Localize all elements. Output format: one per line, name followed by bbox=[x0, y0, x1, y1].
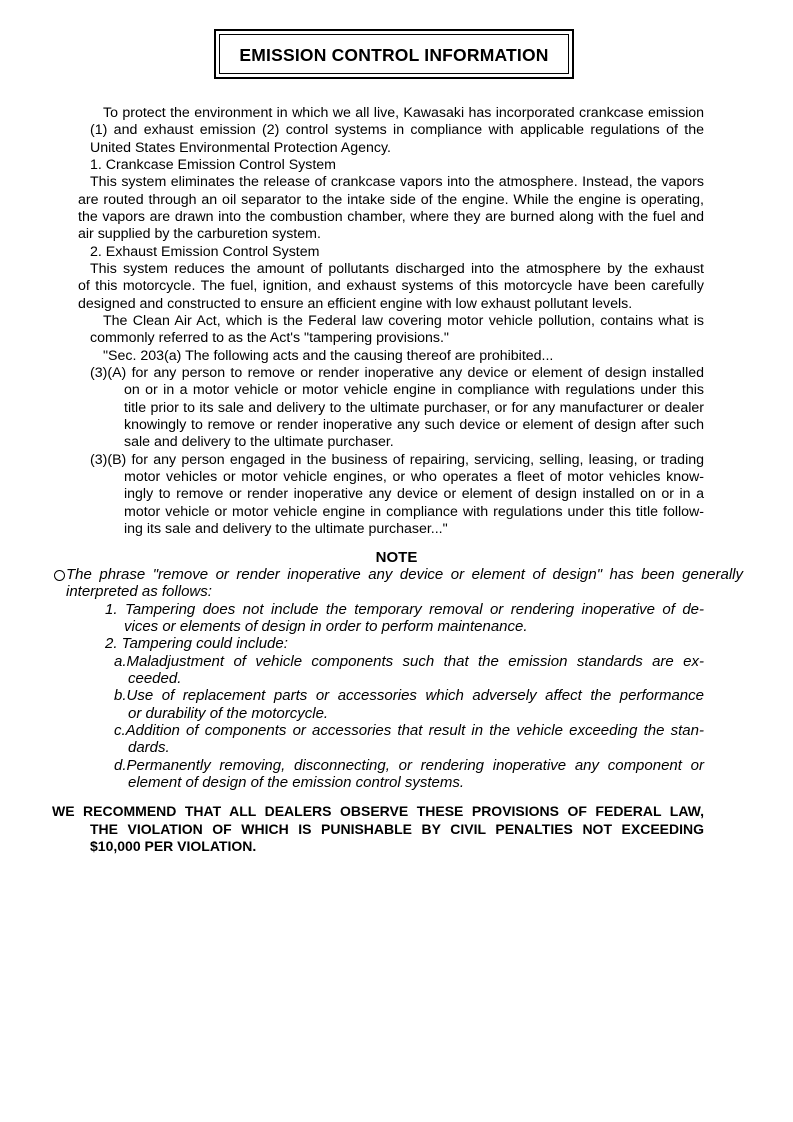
note-sub-d-line-2: element of design of the emission control systems. bbox=[128, 774, 464, 791]
section-1-line-2: are routed through an oil separator to the intake side of the engine. While the engine is operating, bbox=[78, 192, 704, 208]
note-sub-c-line-2: dards. bbox=[128, 739, 170, 756]
provision-3a-line-4: knowingly to remove or render inoperative any such device or element of design after such bbox=[124, 417, 704, 433]
provision-3a-line-3: title prior to its sale and delivery to the ultimate purchaser, or for any manufacturer or dealer bbox=[124, 400, 704, 416]
title-box bbox=[214, 29, 574, 79]
section-1-line-4: air supplied by the carburetion system. bbox=[78, 226, 321, 242]
bullet-circle-icon bbox=[54, 570, 65, 581]
intro-line-2: (1) and exhaust emission (2) control systems in compliance with applicable regulations of the bbox=[90, 122, 704, 138]
note-sub-c-line-1: c.Addition of components or accessories that result in the vehicle exceeding the stan- bbox=[114, 722, 704, 739]
provision-3a-line-5: sale and delivery to the ultimate purchaser. bbox=[124, 434, 394, 450]
section-1-heading: 1. Crankcase Emission Control System bbox=[90, 157, 337, 173]
provision-3b-line-4: motor vehicle or motor vehicle engine in compliance with regulations under this title follow- bbox=[124, 504, 704, 520]
clean-air-line-3: "Sec. 203(a) The following acts and the causing thereof are prohibited... bbox=[103, 348, 554, 364]
warning-line-3: $10,000 PER VIOLATION. bbox=[90, 838, 257, 854]
section-1-line-1: This system eliminates the release of crankcase vapors into the atmosphere. Instead, the vapors bbox=[90, 174, 704, 190]
note-para-line-1: The phrase "remove or render inoperative any device or element of design" has been generally bbox=[66, 566, 743, 583]
clean-air-line-2: commonly referred to as the Act's "tampering provisions." bbox=[90, 330, 449, 346]
provision-3b-line-1: (3)(B) for any person engaged in the business of repairing, servicing, selling, leasing, or trading bbox=[90, 452, 704, 468]
note-item-1-line-2: vices or elements of design in order to perform maintenance. bbox=[124, 618, 528, 635]
note-heading: NOTE bbox=[375, 549, 418, 566]
provision-3a-line-2: on or in a motor vehicle or motor vehicle engine in compliance with regulations under this bbox=[124, 382, 704, 398]
note-sub-a-line-2: ceeded. bbox=[128, 670, 182, 687]
intro-line-3: United States Environmental Protection Agency. bbox=[90, 140, 391, 156]
provision-3a-line-1: (3)(A) for any person to remove or render inoperative any device or element of design installed bbox=[90, 365, 704, 381]
provision-3b-line-3: ingly to remove or render inoperative any device or element of design installed on or in a bbox=[124, 486, 704, 502]
note-sub-b-line-1: b.Use of replacement parts or accessories which adversely affect the performance bbox=[114, 687, 704, 704]
note-sub-d-line-1: d.Permanently removing, disconnecting, or rendering inoperative any component or bbox=[114, 757, 704, 774]
section-2-heading: 2. Exhaust Emission Control System bbox=[90, 244, 320, 260]
intro-line-1: To protect the environment in which we all live, Kawasaki has incorporated crankcase emission bbox=[103, 105, 704, 121]
provision-3b-line-2: motor vehicles or motor vehicle engines, or who operates a fleet of motor vehicles know- bbox=[124, 469, 704, 485]
section-2-line-1: This system reduces the amount of pollutants discharged into the atmosphere by the exhaust bbox=[90, 261, 704, 277]
note-item-2: 2. Tampering could include: bbox=[105, 635, 288, 652]
warning-line-2: THE VIOLATION OF WHICH IS PUNISHABLE BY CIVIL PENALTIES NOT EXCEEDING bbox=[90, 821, 704, 837]
note-sub-b-line-2: or durability of the motorcycle. bbox=[128, 705, 329, 722]
note-para-line-2: interpreted as follows: bbox=[66, 583, 212, 600]
note-sub-a-line-1: a.Maladjustment of vehicle components such that the emission standards are ex- bbox=[114, 653, 704, 670]
provision-3b-line-5: ing its sale and delivery to the ultimate purchaser..." bbox=[124, 521, 448, 537]
section-2-line-3: designed and constructed to ensure an efficient engine with low exhaust pollutant levels. bbox=[78, 296, 633, 312]
page-title: EMISSION CONTROL INFORMATION bbox=[239, 45, 549, 65]
warning-line-1: WE RECOMMEND THAT ALL DEALERS OBSERVE THESE PROVISIONS OF FEDERAL LAW, bbox=[52, 803, 704, 819]
section-2-line-2: of this motorcycle. The fuel, ignition, and exhaust systems of this motorcycle have been carefully bbox=[78, 278, 704, 294]
section-1-line-3: the vapors are drawn into the combustion chamber, where they are burned along with the fuel and bbox=[78, 209, 704, 225]
note-item-1-line-1: 1. Tampering does not include the temporary removal or rendering inoperative of de- bbox=[105, 601, 704, 618]
clean-air-line-1: The Clean Air Act, which is the Federal law covering motor vehicle pollution, contains what is bbox=[103, 313, 704, 329]
